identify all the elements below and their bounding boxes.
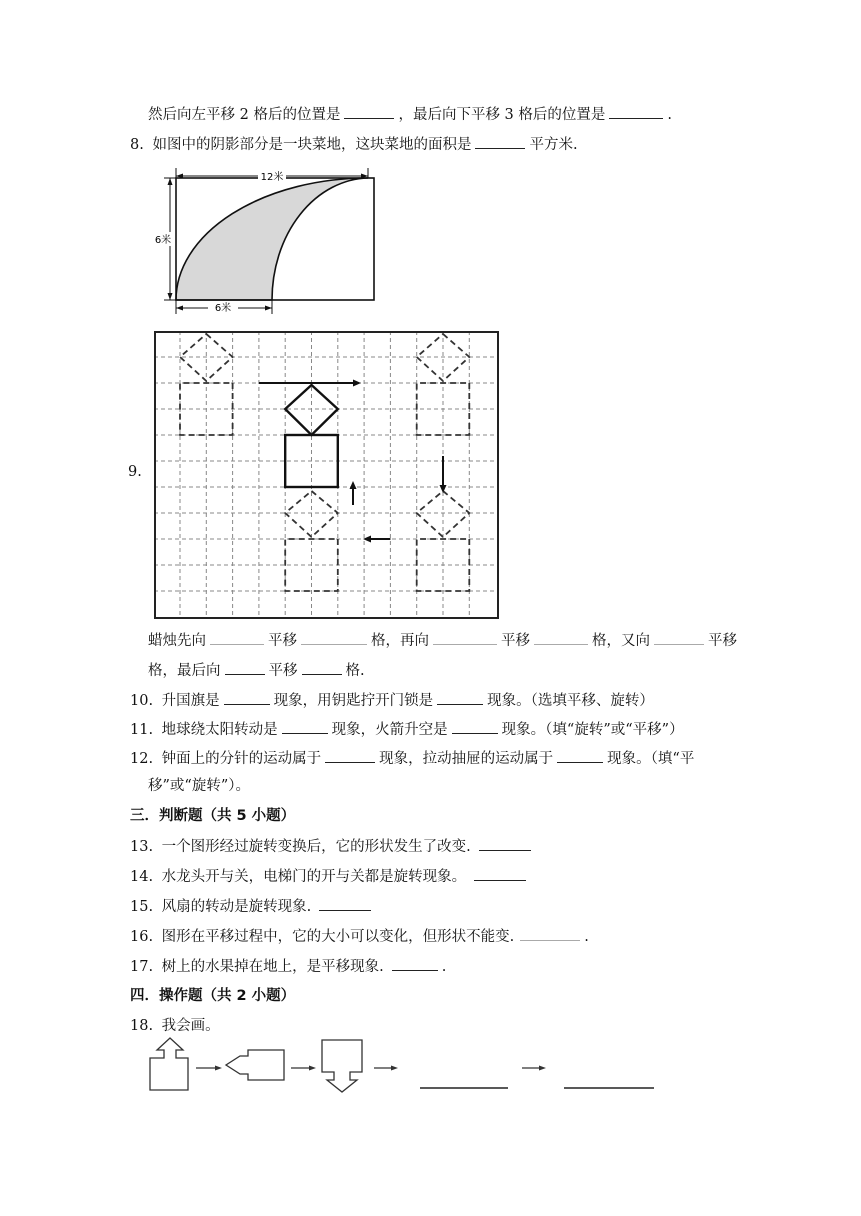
q12-line-2: [148, 776, 250, 796]
q11-blank-1[interactable]: [282, 719, 328, 734]
q15-line: [130, 896, 375, 917]
q10-text-c: 现象。（选填平移、旋转）: [487, 693, 654, 709]
q7-tail: [148, 104, 672, 125]
q9-number: 9.: [128, 464, 142, 480]
q9-text-5: 格，又向: [592, 633, 650, 649]
q7-text-b: ，最后向下平移 3 格后的位置是: [398, 107, 606, 123]
q17-blank[interactable]: [392, 956, 438, 971]
q18-shape-3: [322, 1040, 362, 1092]
q11-blank-2[interactable]: [452, 719, 498, 734]
q12-text-d: 移”或“旋转”）。: [148, 778, 250, 794]
q16-end: .: [584, 929, 589, 945]
q16-blank[interactable]: [520, 926, 580, 941]
q12-line-1: [130, 748, 694, 769]
q17-text: 树上的水果掉在地上，是平移现象.: [161, 959, 384, 975]
q12-text-a: 钟面上的分针的运动属于: [161, 751, 322, 767]
q9-text-3: 格，再向: [371, 633, 429, 649]
q8-line: [130, 134, 578, 155]
q8-text-b: 平方米.: [529, 137, 578, 153]
q9-text-line-2: [148, 660, 365, 681]
q8-shaded-region: [176, 178, 368, 300]
q9-text-2: 平移: [268, 633, 297, 649]
q7-blank-2[interactable]: [609, 104, 663, 119]
q14-text: 水龙头开与关，电梯门的开与关都是旋转现象。: [161, 869, 467, 885]
q11-line: [130, 719, 684, 740]
q9-blank-4[interactable]: [534, 630, 588, 645]
q17-number: 17.: [130, 959, 154, 975]
q15-blank[interactable]: [319, 896, 371, 911]
q7-blank-1[interactable]: [344, 104, 394, 119]
q14-line: [130, 866, 530, 887]
q8-figure: [150, 162, 380, 322]
q11-number: 11.: [130, 722, 154, 738]
q9-blank-3[interactable]: [433, 630, 497, 645]
q10-number: 10.: [130, 693, 154, 709]
q9-blank-6[interactable]: [225, 660, 265, 675]
q15-number: 15.: [130, 899, 154, 915]
q9-blank-5[interactable]: [654, 630, 704, 645]
q8-left-label: 6米: [154, 235, 172, 246]
q11-text-b: 现象，火箭升空是: [331, 722, 448, 738]
section-3-title: 三．判断题（共 5 小题）: [130, 808, 296, 824]
q9-text-1: 蜡烛先向: [148, 633, 206, 649]
q18-shape-1: [150, 1038, 188, 1090]
q17-end: .: [441, 959, 447, 975]
q9-text-line-1: [148, 630, 737, 651]
q10-blank-2[interactable]: [437, 690, 483, 705]
q9-text-6: 平移: [708, 633, 737, 649]
q18-number: 18.: [130, 1018, 154, 1034]
section-4-title: 四．操作题（共 2 小题）: [130, 988, 296, 1004]
q10-blank-1[interactable]: [224, 690, 270, 705]
q12-blank-1[interactable]: [325, 748, 375, 763]
q16-number: 16.: [130, 929, 154, 945]
q13-blank[interactable]: [479, 836, 531, 851]
q9-grid-figure: [154, 331, 499, 619]
q17-line: [130, 956, 446, 977]
q9-dashed-shapes: [180, 334, 469, 591]
q13-text: 一个图形经过旋转变换后，它的形状发生了改变.: [161, 839, 471, 855]
q12-blank-2[interactable]: [557, 748, 603, 763]
q9-blank-7[interactable]: [302, 660, 342, 675]
q9-text-8: 平移: [268, 663, 298, 679]
q11-text-c: 现象。（填“旋转”或“平移”）: [501, 722, 684, 738]
q8-top-label: 12米: [260, 172, 284, 183]
q13-line: [130, 836, 535, 857]
q9-grid-dashed: [154, 331, 499, 619]
q10-line: [130, 690, 654, 711]
q7-text-c: .: [667, 107, 673, 123]
q12-text-b: 现象，拉动抽屉的运动属于: [379, 751, 554, 767]
q10-text-b: 现象，用钥匙拧开门锁是: [273, 693, 434, 709]
q10-text-a: 升国旗是: [161, 693, 220, 709]
q16-line: [130, 926, 589, 947]
q15-text: 风扇的转动是旋转现象.: [161, 899, 312, 915]
q18-shape-2: [226, 1050, 284, 1080]
q8-text-a: 如图中的阴影部分是一块菜地，这块菜地的面积是: [152, 137, 472, 153]
q11-text-a: 地球绕太阳转动是: [161, 722, 278, 738]
q8-number: 8.: [130, 137, 144, 153]
q12-text-c: 现象。（填“平: [607, 751, 695, 767]
q9-text-7: 格，最后向: [148, 663, 221, 679]
q18-figure: [140, 1032, 670, 1098]
q8-blank[interactable]: [475, 134, 525, 149]
q14-number: 14.: [130, 869, 154, 885]
q12-number: 12.: [130, 751, 154, 767]
q8-bottom-label: 6米: [214, 303, 232, 314]
q9-blank-1[interactable]: [210, 630, 264, 645]
q14-blank[interactable]: [474, 866, 526, 881]
q16-text: 图形在平移过程中，它的大小可以变化，但形状不能变.: [161, 929, 515, 945]
q9-text-9: 格.: [345, 663, 365, 679]
q18-text: 我会画。: [161, 1018, 220, 1034]
q9-text-4: 平移: [501, 633, 530, 649]
q9-blank-2[interactable]: [301, 630, 367, 645]
q13-number: 13.: [130, 839, 154, 855]
q7-text-a: 然后向左平移 2 格后的位置是: [148, 107, 341, 123]
